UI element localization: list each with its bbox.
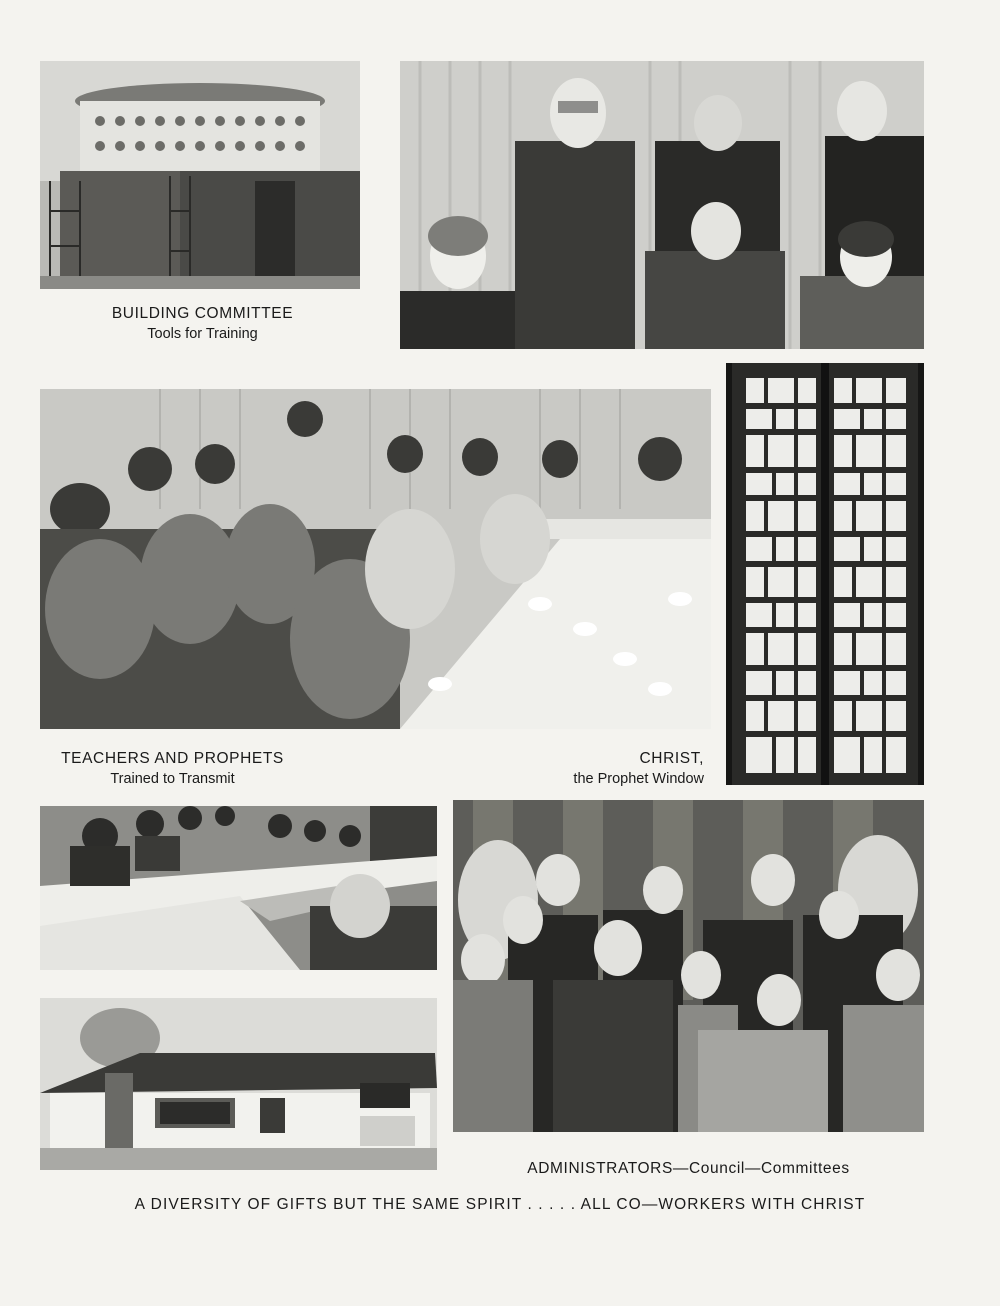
teachers-caption-subtitle: Trained to Transmit <box>110 771 235 787</box>
window-caption-subtitle: the Prophet Window <box>573 771 704 787</box>
building-caption <box>40 303 365 345</box>
teachers-caption-title: TEACHERS AND PROPHETS <box>61 750 284 767</box>
administrators-caption-title: ADMINISTRATORS—Council—Committees <box>527 1160 850 1177</box>
meeting-photo <box>40 806 437 970</box>
teachers-caption <box>40 748 305 790</box>
building-caption-title: BUILDING COMMITTEE <box>111 305 294 322</box>
administrators-caption <box>453 1158 924 1179</box>
page-footer-motto: A DIVERSITY OF GIFTS BUT THE SAME SPIRIT . . . . . ALL CO—WORKERS WITH CHRIST <box>134 1196 866 1213</box>
committee-photo <box>400 61 924 349</box>
window-caption <box>520 748 704 790</box>
administrators-photo <box>453 800 924 1132</box>
building-caption-subtitle: Tools for Training <box>147 326 258 342</box>
house-photo <box>40 998 437 1170</box>
window-caption-title: CHRIST, <box>639 750 704 767</box>
building-photo <box>40 61 360 289</box>
window-photo <box>726 363 924 785</box>
teachers-photo <box>40 389 711 729</box>
